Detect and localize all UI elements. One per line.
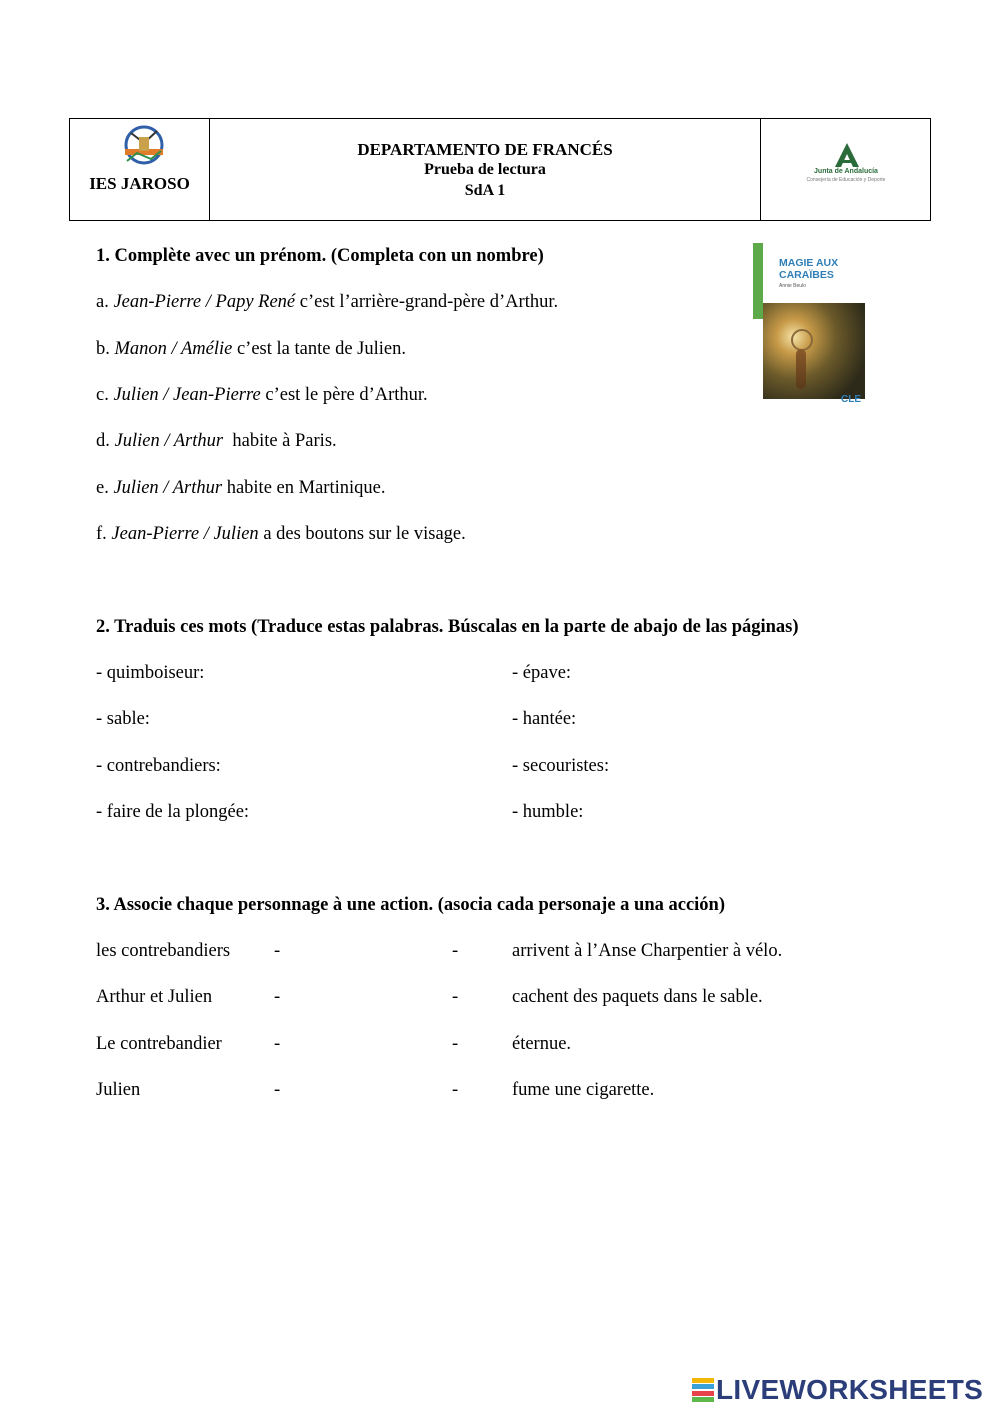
section1-item-e: [96, 479, 385, 498]
section1-item-f: [96, 525, 466, 544]
dreamcatcher-icon: [791, 329, 813, 351]
item-prefix: d.: [96, 431, 115, 451]
item-options[interactable]: Manon / Amélie: [114, 339, 233, 359]
liveworksheets-wordmark: LIVEWORKSHEETS: [716, 1374, 984, 1405]
book-title: [779, 258, 838, 281]
word-faire-de-la-plongee[interactable]: - faire de la plongée:: [96, 802, 250, 822]
item-prefix: e.: [96, 478, 114, 498]
section1-title: 1. Complète avec un prénom. (Completa con un nombre): [96, 246, 544, 266]
match-dot-right[interactable]: -: [452, 941, 459, 961]
book-publisher: CLE: [841, 394, 861, 405]
word-hantee[interactable]: - hantée:: [512, 709, 577, 729]
item-text: c’est l’arrière-grand-père d’Arthur.: [295, 292, 559, 312]
match-dot-right[interactable]: -: [452, 987, 459, 1007]
word-humble[interactable]: - humble:: [512, 802, 584, 822]
match-dot-left[interactable]: -: [274, 987, 281, 1007]
match-dot-right[interactable]: -: [452, 1080, 459, 1100]
section1-item-d: [96, 432, 337, 451]
action-label: cachent des paquets dans le sable.: [512, 987, 763, 1007]
item-text: a des boutons sur le visage.: [258, 524, 466, 544]
word-contrebandiers[interactable]: - contrebandiers:: [96, 756, 221, 776]
match-dot-left[interactable]: -: [274, 1080, 281, 1100]
header-school-cell: [70, 119, 210, 220]
word-quimboiseur[interactable]: - quimboiseur:: [96, 663, 205, 683]
item-options[interactable]: Julien / Arthur: [114, 431, 224, 451]
item-text: c’est la tante de Julien.: [232, 339, 406, 359]
action-label: fume une cigarette.: [512, 1080, 655, 1100]
book-title-line2: CARAÏBES: [779, 268, 834, 281]
book-author: Annie Beulo: [779, 283, 806, 289]
liveworksheets-logo: [692, 1376, 983, 1404]
section1-item-c: [96, 386, 428, 405]
match-dot-left[interactable]: -: [274, 941, 281, 961]
unit-label: SdA 1: [464, 182, 506, 199]
book-cover-image: [753, 243, 865, 413]
word-epave[interactable]: - épave:: [512, 663, 572, 683]
header-table: [69, 118, 931, 221]
school-name: IES JAROSO: [89, 174, 190, 193]
header-title-cell: [210, 119, 761, 220]
action-label: éternue.: [512, 1034, 572, 1054]
character-label: les contrebandiers: [96, 941, 231, 961]
word-sable[interactable]: - sable:: [96, 709, 150, 729]
item-prefix: f.: [96, 524, 112, 544]
department-title: DEPARTAMENTO DE FRANCÉS: [357, 140, 613, 159]
section3-title: 3. Associe chaque personnage à une action. (asocia cada personaje a una acción): [96, 895, 725, 915]
junta-name: Junta de Andalucía: [814, 168, 878, 175]
match-dot-right[interactable]: -: [452, 1034, 459, 1054]
item-options[interactable]: Julien / Jean-Pierre: [113, 385, 261, 405]
character-label: Arthur et Julien: [96, 987, 213, 1007]
item-options[interactable]: Julien / Arthur: [113, 478, 223, 498]
item-options[interactable]: Jean-Pierre / Julien: [111, 524, 259, 544]
action-label: arrivent à l’Anse Charpentier à vélo.: [512, 941, 783, 961]
item-options[interactable]: Jean-Pierre / Papy René: [113, 292, 296, 312]
item-text: habite en Martinique.: [222, 478, 386, 498]
item-text: c’est le père d’Arthur.: [260, 385, 428, 405]
item-prefix: a.: [96, 292, 114, 312]
item-text: habite à Paris.: [223, 431, 337, 451]
junta-subtitle: Consejería de Educación y Deporte: [806, 177, 886, 183]
book-title-line1: MAGIE AUX: [779, 257, 839, 269]
section2-title: 2. Traduis ces mots (Traduce estas palabras. Búscalas en la parte de abajo de las páginas): [96, 617, 799, 637]
test-subtitle: Prueba de lectura: [424, 161, 546, 178]
character-label: Julien: [96, 1080, 141, 1100]
feather-icon: [796, 349, 806, 389]
book-cover-photo: [763, 303, 865, 399]
item-prefix: b.: [96, 339, 115, 359]
header-junta-cell: [761, 119, 930, 220]
item-prefix: c.: [96, 385, 114, 405]
character-label: Le contrebandier: [96, 1034, 222, 1054]
liveworksheets-icon: [692, 1378, 714, 1402]
section1-item-b: [96, 340, 406, 359]
word-secouristes[interactable]: - secouristes:: [512, 756, 610, 776]
match-dot-left[interactable]: -: [274, 1034, 281, 1054]
school-logo-icon: [121, 123, 167, 167]
section1-item-a: [96, 293, 558, 312]
book-cover-spine: [753, 243, 763, 319]
